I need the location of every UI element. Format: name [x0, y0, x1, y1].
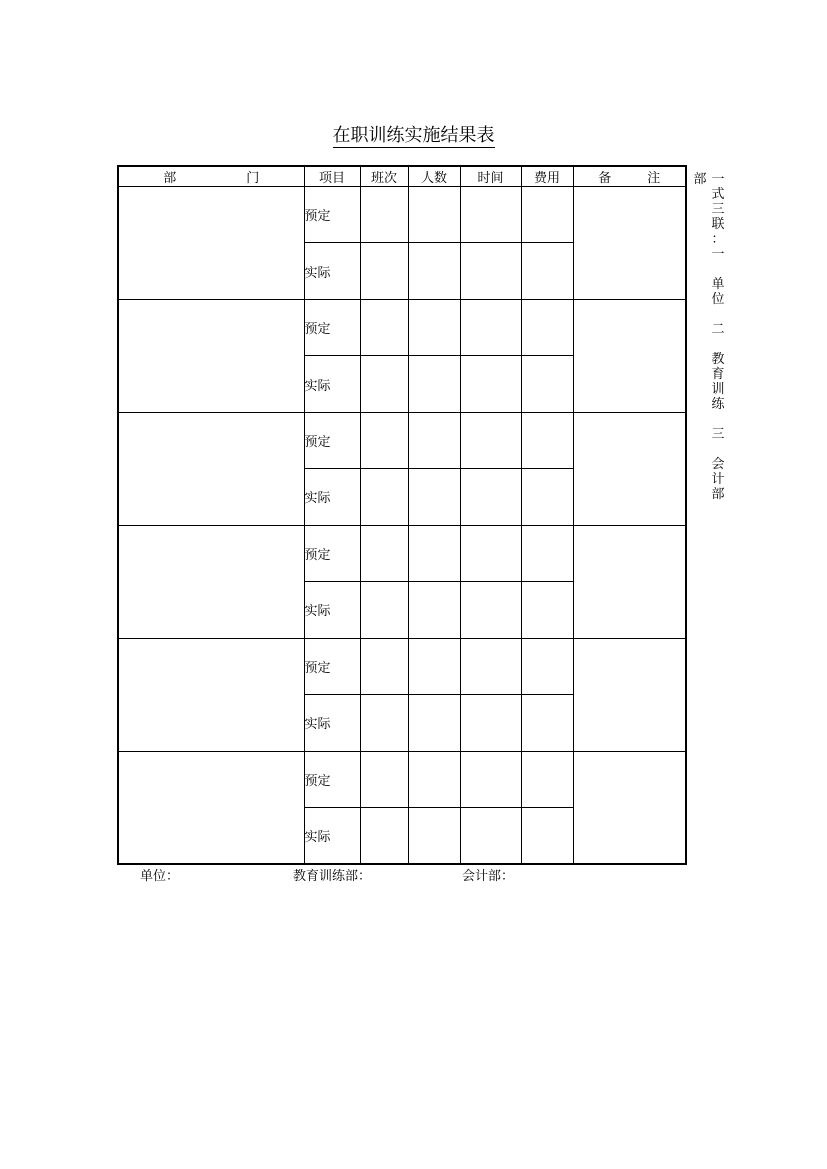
side-char: 练: [711, 397, 725, 412]
item-actual: 实际: [304, 243, 360, 299]
header-note: [573, 166, 686, 187]
header-note-part2: 注: [647, 171, 661, 186]
header-time: 时间: [460, 166, 521, 187]
classes-cell[interactable]: [360, 356, 408, 412]
item-planned: 预定: [304, 299, 360, 355]
classes-cell[interactable]: [360, 525, 408, 581]
side-char: [710, 337, 726, 352]
cost-cell[interactable]: [521, 807, 573, 864]
department-cell[interactable]: [118, 638, 304, 751]
table-row: [118, 638, 686, 694]
side-char: 式: [711, 187, 725, 202]
table-row: [118, 187, 686, 243]
department-cell[interactable]: [118, 187, 304, 300]
classes-cell[interactable]: [360, 751, 408, 807]
header-department-part1: 部: [163, 171, 177, 186]
classes-cell[interactable]: [360, 582, 408, 638]
side-char: 单: [711, 277, 725, 292]
cost-cell[interactable]: [521, 638, 573, 694]
item-planned: 预定: [304, 187, 360, 243]
note-cell[interactable]: [573, 525, 686, 638]
people-cell[interactable]: [408, 243, 460, 299]
people-cell[interactable]: [408, 807, 460, 864]
time-cell[interactable]: [460, 356, 521, 412]
item-actual: 实际: [304, 469, 360, 525]
classes-cell[interactable]: [360, 412, 408, 468]
side-char: 位: [711, 292, 725, 307]
cost-cell[interactable]: [521, 299, 573, 355]
note-cell[interactable]: [573, 187, 686, 300]
time-cell[interactable]: [460, 243, 521, 299]
table-row: [118, 412, 686, 468]
cost-cell[interactable]: [521, 469, 573, 525]
cost-cell[interactable]: [521, 525, 573, 581]
time-cell[interactable]: [460, 751, 521, 807]
department-cell[interactable]: [118, 299, 304, 412]
people-cell[interactable]: [408, 582, 460, 638]
side-char: 三: [711, 427, 725, 442]
side-char: 联: [711, 217, 725, 232]
side-char: 计: [711, 472, 725, 487]
department-cell[interactable]: [118, 751, 304, 864]
time-cell[interactable]: [460, 582, 521, 638]
cost-cell[interactable]: [521, 412, 573, 468]
classes-cell[interactable]: [360, 807, 408, 864]
people-cell[interactable]: [408, 751, 460, 807]
header-item: 项目: [304, 166, 360, 187]
side-char: [710, 307, 726, 322]
classes-cell[interactable]: [360, 638, 408, 694]
item-actual: 实际: [304, 582, 360, 638]
header-note-part1: 备: [598, 171, 612, 186]
cost-cell[interactable]: [521, 695, 573, 751]
header-cost: 费用: [521, 166, 573, 187]
classes-cell[interactable]: [360, 695, 408, 751]
item-planned: 预定: [304, 638, 360, 694]
side-char: [710, 262, 726, 277]
cost-cell[interactable]: [521, 187, 573, 243]
note-cell[interactable]: [573, 412, 686, 525]
page-title: [0, 124, 827, 148]
classes-cell[interactable]: [360, 243, 408, 299]
time-cell[interactable]: [460, 695, 521, 751]
cost-cell[interactable]: [521, 751, 573, 807]
header-department: [118, 166, 304, 187]
side-char: [710, 412, 726, 427]
time-cell[interactable]: [460, 807, 521, 864]
time-cell[interactable]: [460, 412, 521, 468]
table-row: [118, 525, 686, 581]
training-results-table: [117, 165, 687, 865]
side-char: 一: [711, 172, 725, 187]
table-row: [118, 299, 686, 355]
department-cell[interactable]: [118, 525, 304, 638]
note-cell[interactable]: [573, 299, 686, 412]
side-char: [710, 442, 726, 457]
time-cell[interactable]: [460, 525, 521, 581]
side-char: ：: [711, 232, 725, 247]
classes-cell[interactable]: [360, 469, 408, 525]
item-actual: 实际: [304, 807, 360, 864]
people-cell[interactable]: [408, 469, 460, 525]
people-cell[interactable]: [408, 695, 460, 751]
cost-cell[interactable]: [521, 582, 573, 638]
footer-accounting-dept-label: 会计部：: [462, 869, 515, 884]
table-row: [118, 751, 686, 807]
footer-training-dept-label: 教育训练部：: [293, 869, 372, 884]
side-note-copies: [710, 172, 726, 502]
people-cell[interactable]: [408, 412, 460, 468]
item-planned: 预定: [304, 412, 360, 468]
people-cell[interactable]: [408, 187, 460, 243]
people-cell[interactable]: [408, 299, 460, 355]
footer-unit-label: 单位：: [140, 869, 180, 884]
time-cell[interactable]: [460, 469, 521, 525]
side-char: 教: [711, 352, 725, 367]
people-cell[interactable]: [408, 356, 460, 412]
item-planned: 预定: [304, 525, 360, 581]
side-char: 训: [711, 382, 725, 397]
item-actual: 实际: [304, 695, 360, 751]
people-cell[interactable]: [408, 525, 460, 581]
side-char: 会: [711, 457, 725, 472]
side-char: 部: [711, 487, 725, 502]
side-note-left: 部: [693, 172, 707, 187]
time-cell[interactable]: [460, 187, 521, 243]
time-cell[interactable]: [460, 638, 521, 694]
time-cell[interactable]: [460, 299, 521, 355]
classes-cell[interactable]: [360, 187, 408, 243]
item-planned: 预定: [304, 751, 360, 807]
people-cell[interactable]: [408, 638, 460, 694]
header-department-part2: 门: [246, 171, 260, 186]
page-title-text: 在职训练实施结果表: [332, 125, 495, 146]
table-header-row: [118, 166, 686, 187]
side-char: 一: [711, 247, 725, 262]
department-cell[interactable]: [118, 412, 304, 525]
classes-cell[interactable]: [360, 299, 408, 355]
note-cell[interactable]: [573, 751, 686, 864]
cost-cell[interactable]: [521, 243, 573, 299]
header-classes: 班次: [360, 166, 408, 187]
side-char: 二: [711, 322, 725, 337]
cost-cell[interactable]: [521, 356, 573, 412]
item-actual: 实际: [304, 356, 360, 412]
side-char: 三: [711, 202, 725, 217]
note-cell[interactable]: [573, 638, 686, 751]
header-people: 人数: [408, 166, 460, 187]
side-char: 育: [711, 367, 725, 382]
